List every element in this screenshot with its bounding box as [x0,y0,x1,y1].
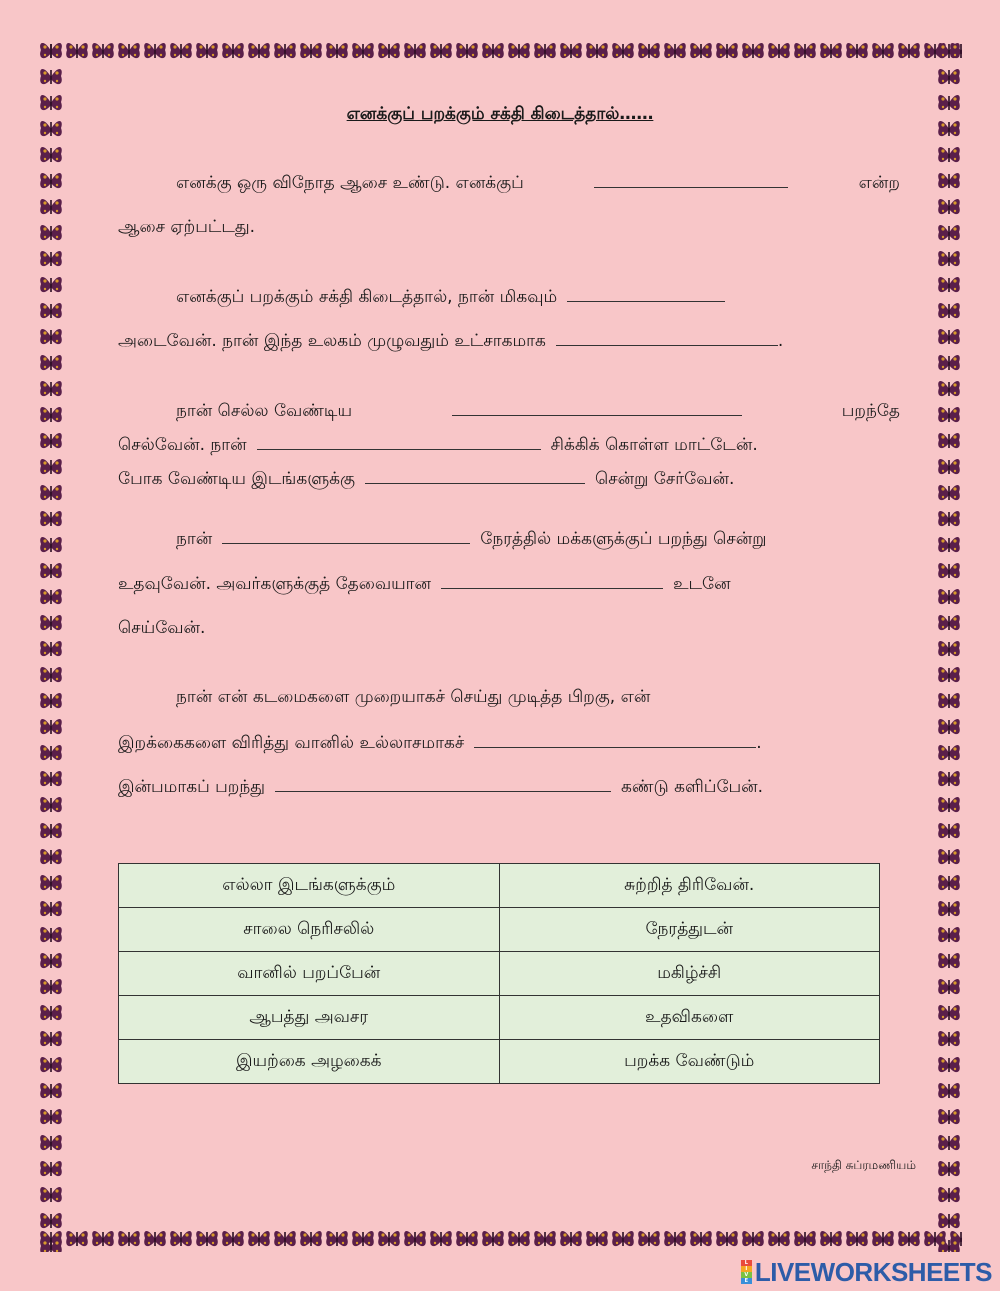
blank-5[interactable] [257,435,541,450]
logo-letter: V [741,1272,752,1278]
para5-text-b: இறக்கைகளை விரித்து வானில் உல்லாசமாகச் [118,733,465,753]
blank-6[interactable] [365,469,585,484]
logo-letter: L [741,1260,752,1266]
para5-text-c: இன்பமாகப் பறந்து [118,777,266,797]
para1-line2: ஆசை ஏற்பட்டது. [118,217,256,237]
para5-line3 [118,777,900,799]
para4-line2 [118,574,900,596]
blank-4[interactable] [452,401,742,416]
blank-8[interactable] [441,574,663,589]
author-name: சாந்தி சுப்ரமணியம் [811,1158,916,1172]
para5-line2 [118,733,900,755]
table-row [119,996,880,1040]
para3-line1 [118,401,900,423]
para2-line2 [118,331,900,353]
para4-text-b: நேரத்தில் மக்களுக்குப் பறந்து சென்று [480,529,767,549]
para2-end: . [777,331,784,351]
option-cell[interactable]: சுற்றித் திரிவேன். [499,864,880,908]
table-row [119,908,880,952]
para2-text-a: எனக்குப் பறக்கும் சக்தி கிடைத்தால், நான் மிகவும் [176,287,558,307]
option-cell[interactable]: உதவிகளை [499,996,880,1040]
butterfly-border-bottom [38,1226,962,1252]
para3-text-c: செல்வேன். நான் [118,435,247,455]
para4-text-a: நான் [176,529,213,549]
para5-line1 [118,687,900,709]
blank-2[interactable] [567,287,725,302]
table-row [119,1040,880,1084]
answer-options-table [118,863,880,1084]
blank-1[interactable] [594,173,788,188]
logo-letter: I [741,1266,752,1272]
para3-line2 [118,435,900,457]
para1-text-b: என்ற [858,173,900,193]
para4-text-d: உடனே [673,574,731,594]
butterfly-border-right [936,38,962,1252]
para1-text-a: எனக்கு ஒரு விநோத ஆசை உண்டு. எனக்குப் [176,173,524,193]
option-cell[interactable]: மகிழ்ச்சி [499,952,880,996]
para3-text-f: சென்று சேர்வேன். [595,469,735,489]
blank-3[interactable] [556,331,778,346]
option-cell[interactable]: சாலை நெரிசலில் [119,908,500,952]
option-cell[interactable]: இயற்கை அழகைக் [119,1040,500,1084]
para3-text-b: பறந்தே [841,401,900,421]
para3-text-e: போக வேண்டிய இடங்களுக்கு [118,469,356,489]
para5-text-d: கண்டு களிப்பேன். [621,777,764,797]
para3-line3 [118,469,900,491]
table-row [119,864,880,908]
para4-text-c: உதவுவேன். அவர்களுக்குத் தேவையான [118,574,432,594]
para1-line1 [118,173,900,195]
butterfly-border-left [38,38,64,1252]
liveworksheets-logo-icon [741,1260,752,1284]
blank-7[interactable] [222,529,470,544]
liveworksheets-brand[interactable] [741,1257,992,1287]
para4-line1 [118,529,900,551]
table-row [119,952,880,996]
option-cell[interactable]: எல்லா இடங்களுக்கும் [119,864,500,908]
option-cell[interactable]: வானில் பறப்பேன் [119,952,500,996]
para4-line3: செய்வேன். [118,618,206,638]
brand-text: LIVEWORKSHEETS [754,1256,992,1287]
option-cell[interactable]: நேரத்துடன் [499,908,880,952]
para2-text-b: அடைவேன். நான் இந்த உலகம் முழுவதும் உட்சாகமாக [118,331,546,351]
blank-9[interactable] [474,733,756,748]
butterfly-border-top [38,38,962,64]
para2-line1 [118,287,900,309]
para5-end: . [756,733,762,753]
blank-10[interactable] [275,777,611,792]
para3-text-d: சிக்கிக் கொள்ள மாட்டேன். [550,435,758,455]
option-cell[interactable]: பறக்க வேண்டும் [499,1040,880,1084]
para3-text-a: நான் செல்ல வேண்டிய [176,401,353,421]
worksheet-title: எனக்குப் பறக்கும் சக்தி கிடைத்தால்…… [346,104,654,124]
option-cell[interactable]: ஆபத்து அவசர [119,996,500,1040]
para5-text-a: நான் என் கடமைகளை முறையாகச் செய்து முடித்த பிறகு, என் [176,687,651,707]
logo-letter: E [741,1278,752,1284]
